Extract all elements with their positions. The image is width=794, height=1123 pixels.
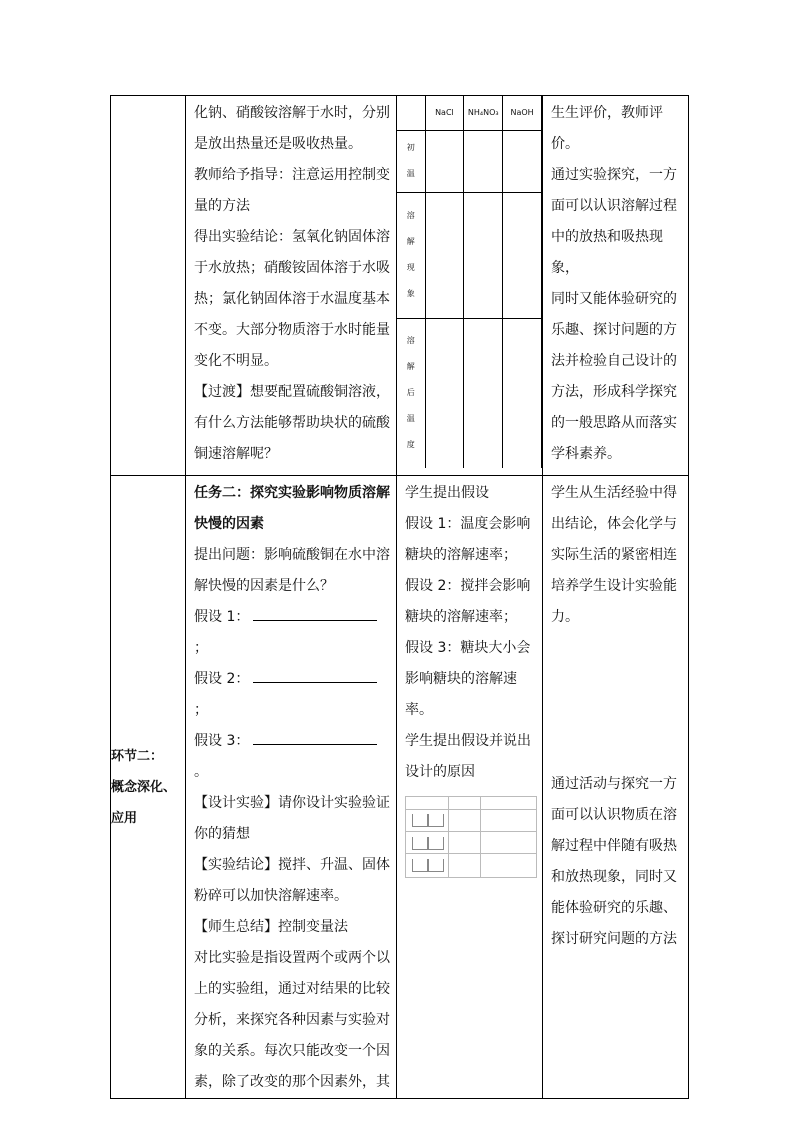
text-line: 糖块的溶解速率；	[405, 609, 517, 625]
design-intent-text	[543, 767, 688, 955]
text-line: 乐趣、探讨问题的方	[551, 322, 677, 338]
text-line: 提出问题：影响硫酸铜在水中溶	[194, 547, 390, 563]
row-label-char: 度	[406, 440, 415, 450]
text-line: 教师给予指导：注意运用控制变	[194, 167, 390, 183]
text-line: 探讨研究问题的方法	[551, 931, 677, 947]
text-line: 于水放热；硝酸铵固体溶于水吸	[194, 260, 390, 276]
text-line: 法并检验自己设计的	[551, 353, 677, 369]
row-label-char: 温	[406, 414, 415, 424]
inner-row	[397, 192, 542, 318]
text-line: 通过实验探究，一方	[551, 167, 677, 183]
text-line: 和放热现象，同时又	[551, 869, 677, 885]
header-naoh: NaOH	[503, 96, 542, 130]
text-line: 实际生活的紧密相连	[551, 547, 677, 563]
text-line: 学科素养。	[551, 446, 621, 462]
stage-line: 应用	[111, 810, 138, 826]
experiment-record-table	[397, 96, 542, 468]
text-line: 【过渡】想要配置硫酸铜溶液，	[194, 384, 390, 400]
text-line: 影响糖块的溶解速率。	[405, 671, 517, 718]
experiment-record-cell	[397, 96, 543, 476]
header-nacl: NaCl	[425, 96, 464, 130]
text-line: 铜速溶解呢？	[194, 446, 278, 462]
row-label-char: 象	[406, 289, 415, 298]
text-line: 热；氯化钠固体溶于水温度基本	[194, 291, 390, 307]
design-intent-cell	[543, 476, 689, 1099]
hypothesis-blank[interactable]	[253, 606, 377, 621]
text-line: 生生评价，教师评价。	[551, 105, 663, 152]
text-line: 【设计实验】请你设计实验验证	[194, 795, 390, 811]
text-line: 设计的原因	[405, 764, 475, 780]
design-intent-cell	[543, 96, 689, 476]
table-row	[111, 96, 689, 476]
text-line: 变化不明显。	[194, 353, 278, 369]
row-label-char: 现	[406, 263, 415, 272]
text-line: 粉碎可以加快溶解速率。	[194, 888, 348, 904]
text-line: 面可以认识溶解过程	[551, 198, 677, 214]
text-line: 培养学生设计实验能	[551, 578, 677, 594]
row-label-char: 解	[406, 362, 415, 372]
row-label-char: 温	[406, 169, 415, 178]
text-line: 化钠、硝酸铵溶解于水时，分别	[194, 105, 390, 121]
student-activity-text	[397, 476, 542, 788]
text-line: 中的放热和吸热现象，	[551, 229, 663, 276]
task-title-line: 任务二：探究实验影响物质溶解	[194, 485, 390, 501]
text-line: 面可以认识物质在溶	[551, 807, 677, 823]
table-row	[111, 476, 689, 1099]
row-label-char: 解	[406, 237, 415, 246]
task-title	[194, 478, 390, 540]
stage-line: 概念深化、	[111, 779, 177, 795]
teacher-activity-text	[186, 476, 396, 1098]
design-intent-text	[543, 96, 688, 470]
text-line: 方法，形成科学探究	[551, 384, 677, 400]
row-label-final-temp	[397, 318, 425, 468]
design-intent-text	[543, 476, 688, 633]
text-line: 分析，来探究各种因素与实验对	[194, 1012, 390, 1028]
header-nh4no3: NH₄NO₃	[464, 96, 503, 130]
text-line: 不变。大部分物质溶于水时能量	[194, 322, 390, 338]
text-line: 假设 2：搅拌会影响	[405, 578, 531, 594]
teacher-activity-cell	[186, 96, 397, 476]
text-line: 出结论，体会化学与	[551, 516, 677, 532]
hypothesis-line: 假设 2：；	[194, 664, 390, 726]
text-line: 【师生总结】控制变量法	[194, 919, 348, 935]
text-line: 有什么方法能够帮助块状的硫酸	[194, 415, 390, 431]
row-label-phenomenon	[397, 192, 425, 318]
text-line: 能体验研究的乐趣、	[551, 900, 677, 916]
inner-row	[397, 130, 542, 192]
text-line: 同时又能体验研究的	[551, 291, 677, 307]
row-label-char: 后	[406, 388, 415, 398]
text-line: 你的猜想	[194, 826, 250, 842]
text-line: 假设 3：糖块大小会	[405, 640, 531, 656]
stage-cell	[111, 476, 186, 1099]
text-line: 力。	[551, 609, 579, 625]
text-line: 得出实验结论：氢氧化钠固体溶	[194, 229, 390, 245]
text-line: 通过活动与探究一方	[551, 776, 677, 792]
text-line: 学生从生活经验中得	[551, 485, 677, 501]
hypothesis-blank[interactable]	[253, 730, 377, 745]
experiment-table-image	[405, 796, 537, 878]
text-line: 学生提出假设并说出	[405, 733, 531, 749]
hypothesis-list	[194, 602, 390, 788]
text-line: 的一般思路从而落实	[551, 415, 677, 431]
text-line: 学生提出假设	[405, 485, 489, 501]
text-line: 糖块的溶解速率；	[405, 547, 517, 563]
text-line: 【实验结论】搅拌、升温、固体	[194, 857, 390, 873]
text-line: 上的实验组，通过对结果的比较	[194, 981, 390, 997]
task-title-line: 快慢的因素	[194, 516, 264, 532]
hypothesis-line: 假设 1：；	[194, 602, 390, 664]
stage-cell-empty	[111, 96, 186, 476]
hypothesis-line: 假设 3：。	[194, 726, 390, 788]
student-activity-cell	[397, 476, 543, 1099]
teacher-activity-cell	[186, 476, 397, 1099]
row-label-char: 溶	[406, 336, 415, 346]
text-line: 素，除了改变的那个因素外，其	[194, 1074, 390, 1090]
text-line: 对比实验是指设置两个或两个以	[194, 950, 390, 966]
row-label-char: 初	[406, 143, 415, 152]
text-line: 解过程中伴随有吸热	[551, 838, 677, 854]
row-label-char: 溶	[406, 211, 415, 220]
text-line: 量的方法	[194, 198, 250, 214]
inner-header-row	[397, 96, 542, 130]
teacher-activity-text	[186, 96, 396, 470]
text-line: 是放出热量还是吸收热量。	[194, 136, 362, 152]
lesson-plan-table	[110, 95, 689, 1099]
text-line: 解快慢的因素是什么？	[194, 578, 334, 594]
row-label-initial-temp	[397, 130, 425, 192]
hypothesis-blank[interactable]	[253, 668, 377, 683]
stage-line: 环节二：	[111, 748, 164, 764]
stage-label	[111, 741, 185, 834]
inner-row	[397, 318, 542, 468]
text-line: 象的关系。每次只能改变一个因	[194, 1043, 390, 1059]
text-line: 假设 1：温度会影响	[405, 516, 531, 532]
